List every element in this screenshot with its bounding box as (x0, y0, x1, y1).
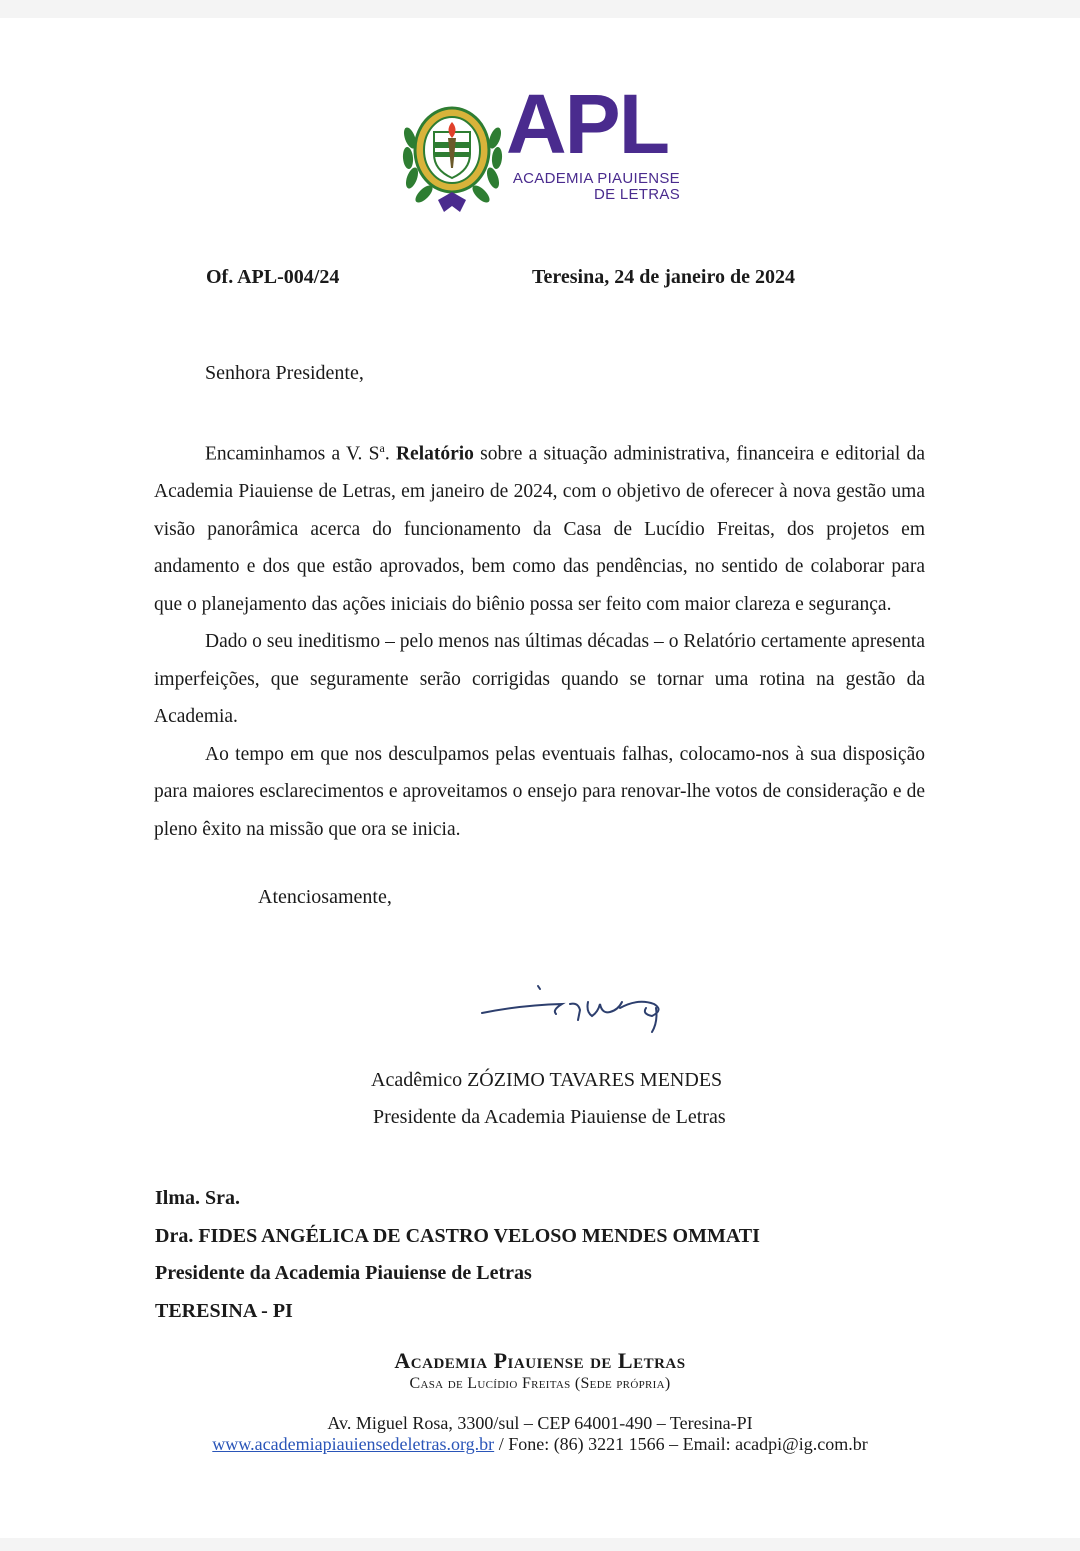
apl-logo (400, 77, 690, 216)
closing: Atenciosamente, (258, 886, 392, 908)
salutation: Senhora Presidente, (205, 362, 364, 384)
p1-text-b: . (384, 443, 396, 465)
body-paragraph-3: Ao tempo em que nos desculpamos pelas eventuais falhas, colocamo-nos à sua disposição para maiores esclarecimentos e aproveitamos o ensejo para renovar-lhe votos de consideração e de pleno êxito na missão que ora se inicia. (154, 743, 925, 840)
apl-acronym: APL (506, 77, 668, 171)
footer-phone-email: / Fone: (86) 3221 1566 – Email: acadpi@ig.com.br (494, 1434, 868, 1454)
p1-text-a: Encaminhamos a V. S (205, 443, 380, 465)
p1-bold-report: Relatório (395, 443, 474, 465)
signer-title: Presidente da Academia Piauiense de Letras (373, 1106, 726, 1128)
recipient-line-1: Ilma. Sra. (155, 1187, 240, 1209)
letter-page (0, 18, 1080, 1538)
academy-seal-icon (400, 98, 505, 216)
letter-reference: Of. APL-004/24 (206, 266, 340, 288)
footer-org-name: Academia Piauiense de Letras (394, 1348, 686, 1373)
p1-text-c: sobre a situação administrativa, financeira e editorial da Academia Piauiense de Letras, em janeiro de 2024, com o objetivo de oferecer à nova gestão uma visão panorâmica acerca do funcionamento da Casa de Lucídio Freitas, dos projetos em andamento e dos que estão aprovados, bem como das pendências, no sentido de colaborar para que o planejamento das ações iniciais do biênio possa ser feito com maior clareza e segurança. (154, 443, 925, 615)
apl-org-name (506, 171, 680, 203)
apl-org-line1: ACADEMIA PIAUIENSE (512, 170, 680, 187)
handwritten-signature (470, 958, 700, 1048)
letter-body (154, 430, 925, 848)
p1-superscript: a (379, 441, 385, 455)
footer-address: Av. Miguel Rosa, 3300/sul – CEP 64001-490 – Teresina-PI (327, 1413, 753, 1433)
recipient-block (155, 1180, 760, 1330)
body-paragraph-2: Dado o seu ineditismo – pelo menos nas últimas décadas – o Relatório certamente apresenta imperfeições, que seguramente serão corrigidas quando se tornar uma rotina na gestão da Academia. (154, 631, 925, 727)
recipient-title: Presidente da Academia Piauiense de Letras (155, 1262, 532, 1284)
body-paragraph-1 (154, 430, 925, 623)
recipient-city: TERESINA - PI (155, 1299, 293, 1322)
apl-org-line2: DE LETRAS (593, 186, 680, 203)
footer-house: Casa de Lucídio Freitas (Sede própria) (409, 1375, 671, 1392)
signer-name: Acadêmico ZÓZIMO TAVARES MENDES (371, 1069, 723, 1091)
recipient-name: Dra. FIDES ANGÉLICA DE CASTRO VELOSO MENDES OMMATI (155, 1224, 760, 1247)
footer-website-link[interactable]: www.academiapiauiensedeletras.org.br (212, 1434, 495, 1454)
letter-place-date: Teresina, 24 de janeiro de 2024 (532, 266, 795, 288)
footer-contact (0, 1434, 1080, 1455)
